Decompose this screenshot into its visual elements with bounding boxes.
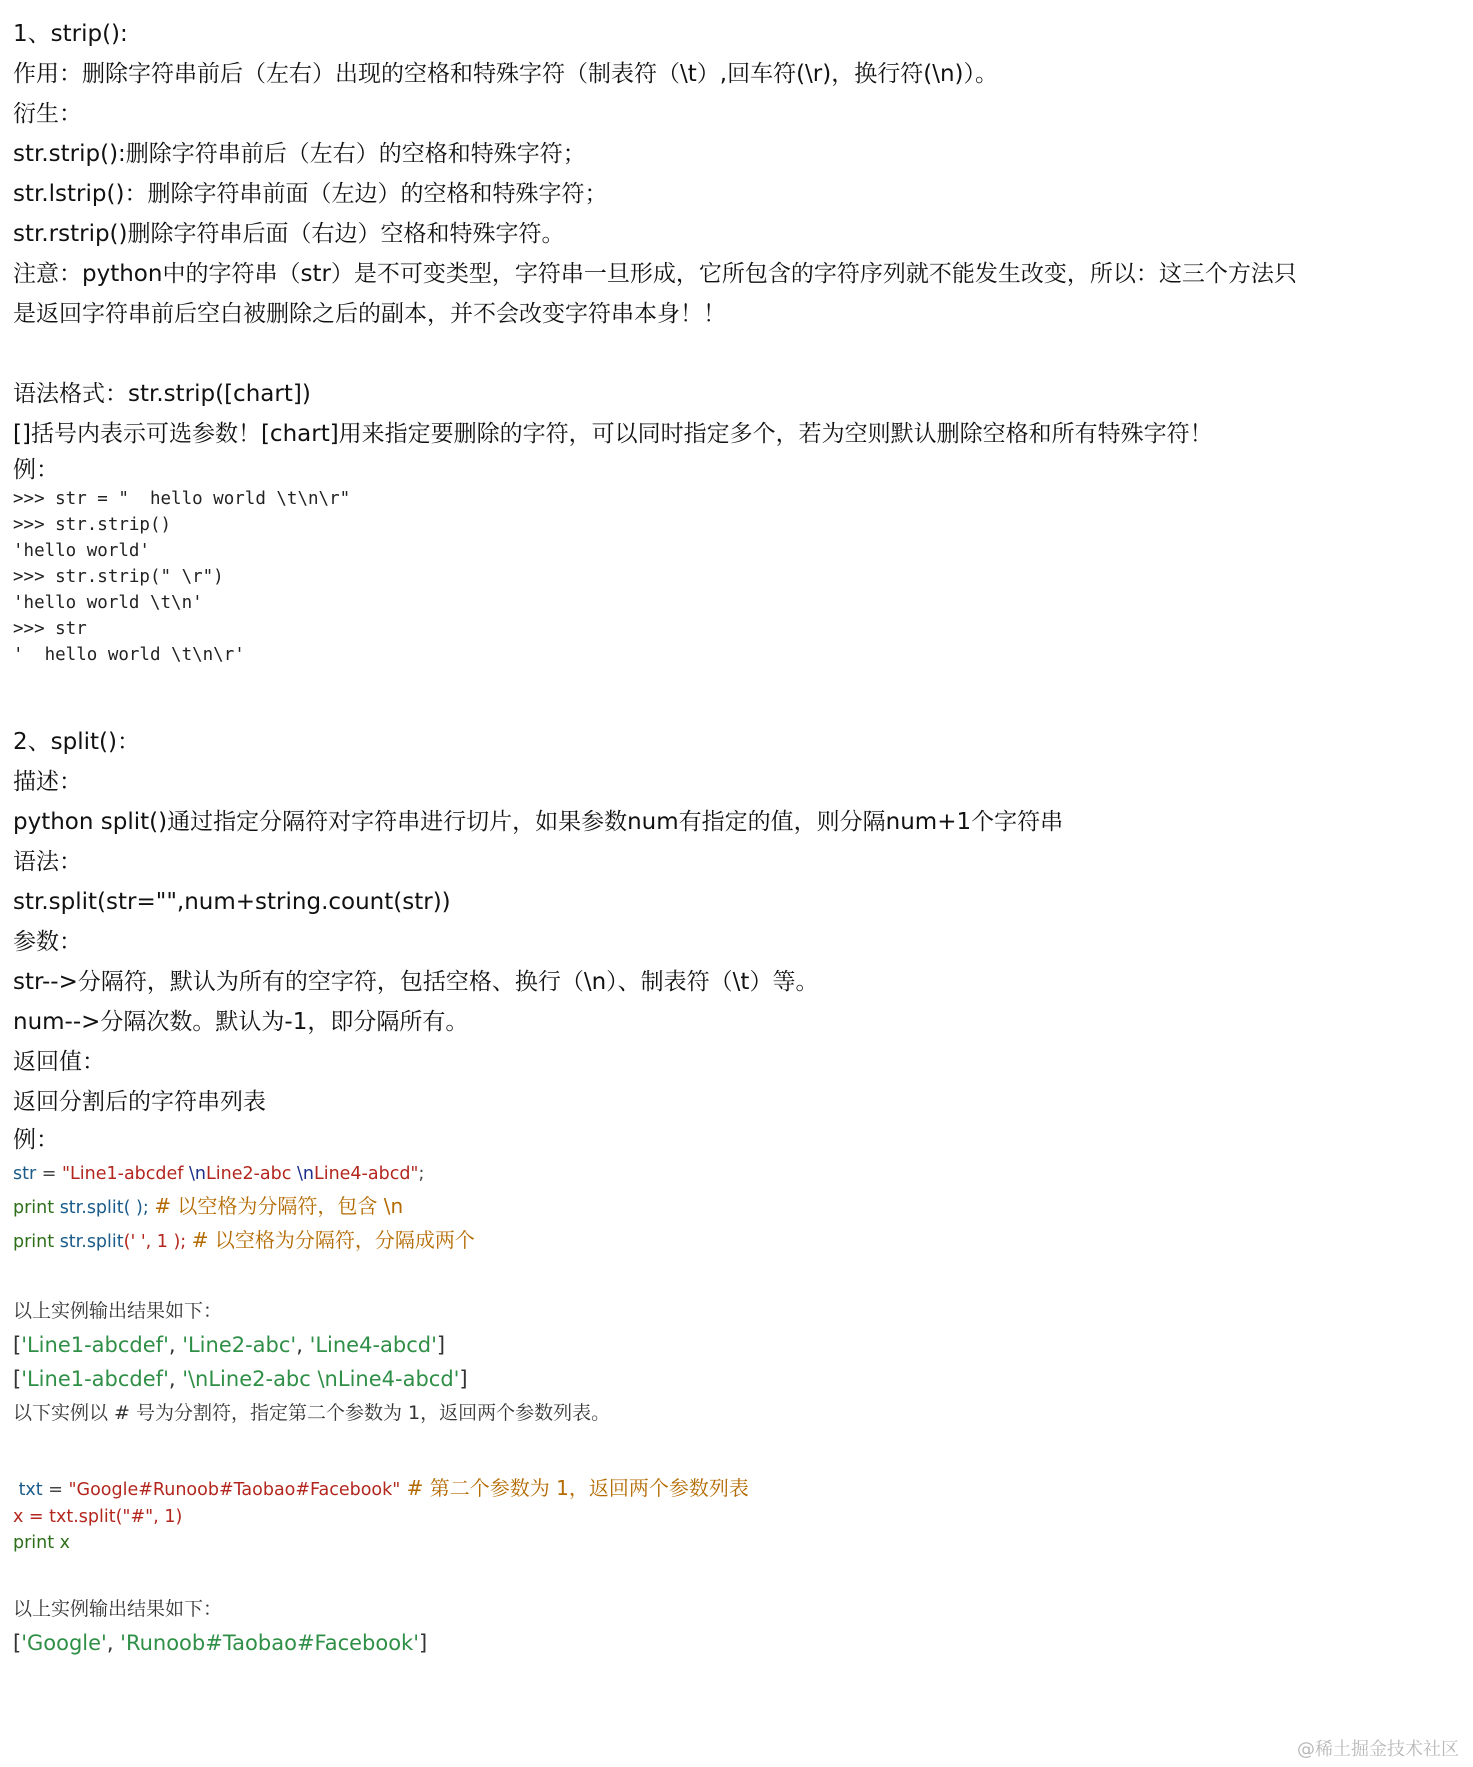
code-op: = bbox=[42, 1480, 69, 1500]
split-syntax-label: 语法： bbox=[13, 849, 82, 875]
document-body bbox=[13, 14, 1453, 1660]
code-op: = bbox=[36, 1164, 62, 1184]
split-params-label: 参数： bbox=[13, 929, 82, 955]
immutability-note: 注意：python中的字符串（str）是不可变类型，字符串一旦形成，它所包含的字符序列就不能发生改变，所以：这三个方法只是返回字符串前后空白被删除之后的副本，并不会改变字符串本身！！ bbox=[13, 261, 1297, 327]
output-bracket: ] bbox=[419, 1631, 428, 1655]
output-string: 'Line1-abcdef' bbox=[21, 1367, 169, 1391]
code-line: print x bbox=[13, 1533, 71, 1553]
code-line: >>> str = " hello world \t\n\r" bbox=[13, 489, 351, 509]
code-var: txt bbox=[13, 1480, 43, 1500]
strip-desc: str.strip():删除字符串前后（左右）的空格和特殊字符； bbox=[13, 141, 586, 167]
code-string: Line4-abcd" bbox=[313, 1164, 419, 1184]
output-string: 'Line2-abc' bbox=[182, 1333, 297, 1357]
strip-syntax-note: []括号内表示可选参数！[chart]用来指定要删除的字符，可以同时指定多个，若为空则默认删除空格和所有特殊字符！ bbox=[13, 421, 1213, 447]
code-line bbox=[13, 1474, 1453, 1504]
param-num: num-->分隔次数。默认为-1，即分隔所有。 bbox=[13, 1009, 469, 1035]
spacer bbox=[13, 334, 1453, 374]
output-string: '\nLine2-abc \nLine4-abcd' bbox=[182, 1367, 460, 1391]
output-label-1: 以上实例输出结果如下： bbox=[13, 1300, 223, 1322]
output-comma: , bbox=[168, 1367, 183, 1391]
spacer bbox=[13, 1430, 1453, 1474]
param-str: str-->分隔符，默认为所有的空字符，包括空格、换行（\n）、制表符（\t）等。 bbox=[13, 969, 819, 995]
watermark: @稀土掘金技术社区 bbox=[1297, 1739, 1459, 1760]
split-code-example-2 bbox=[13, 1474, 1453, 1556]
code-keyword: print bbox=[13, 1232, 55, 1252]
output-comma: , bbox=[296, 1333, 310, 1357]
code-comment: # 第二个参数为 1，返回两个参数列表 bbox=[400, 1476, 749, 1500]
strip-code-block bbox=[13, 486, 1453, 668]
code-line: >>> str.strip(" \r") bbox=[13, 567, 224, 587]
output-bracket: [ bbox=[13, 1367, 22, 1391]
strip-syntax: 语法格式：str.strip([chart]) bbox=[13, 381, 311, 407]
code-string: Line2-abc bbox=[206, 1164, 297, 1184]
spacer bbox=[13, 1258, 1453, 1294]
derived-label: 衍生： bbox=[13, 101, 82, 127]
code-comment: # 以空格为分隔符，分隔成两个 bbox=[191, 1228, 475, 1252]
output-string: 'Line4-abcd' bbox=[309, 1333, 437, 1357]
code-call: str.split bbox=[54, 1232, 124, 1252]
output-label-2: 以上实例输出结果如下： bbox=[13, 1598, 223, 1620]
split-desc: python split()通过指定分隔符对字符串进行切片，如果参数num有指定的值，则分隔num+1个字符串 bbox=[13, 809, 1064, 835]
code-string: "Google#Runoob#Taobao#Facebook" bbox=[68, 1480, 401, 1500]
output-bracket: ] bbox=[459, 1367, 468, 1391]
strip-example-label: 例： bbox=[13, 457, 59, 483]
code-line: x = txt.split("#", 1) bbox=[13, 1507, 183, 1527]
code-var: str bbox=[13, 1164, 37, 1184]
output-bracket: [ bbox=[13, 1333, 22, 1357]
output-comma: , bbox=[106, 1631, 121, 1655]
output-string: 'Google' bbox=[21, 1631, 107, 1655]
code-line: >>> str bbox=[13, 619, 87, 639]
code-escape: \n bbox=[296, 1164, 314, 1184]
return-desc: 返回分割后的字符串列表 bbox=[13, 1089, 266, 1115]
hash-split-note: 以下实例以 # 号为分割符，指定第二个参数为 1，返回两个参数列表。 bbox=[13, 1402, 611, 1424]
code-string: "Line1-abcdef bbox=[61, 1164, 190, 1184]
spacer bbox=[13, 668, 1453, 722]
code-line bbox=[13, 1190, 1453, 1224]
output-string: 'Runoob#Taobao#Facebook' bbox=[120, 1631, 419, 1655]
code-op: ; bbox=[418, 1164, 425, 1184]
code-line bbox=[13, 1224, 1453, 1258]
section-title-split: 2、split()： bbox=[13, 729, 140, 755]
code-line: >>> str.strip() bbox=[13, 515, 172, 535]
code-line bbox=[13, 1158, 1453, 1190]
code-args: (' ', 1 ); bbox=[123, 1232, 192, 1252]
output-line-2 bbox=[13, 1362, 1453, 1396]
split-syntax: str.split(str="",num+string.count(str)) bbox=[13, 889, 451, 915]
spacer bbox=[13, 1556, 1453, 1592]
output-comma: , bbox=[168, 1333, 183, 1357]
section-title-strip: 1、strip(): bbox=[13, 21, 128, 47]
return-label: 返回值： bbox=[13, 1049, 105, 1075]
strip-purpose: 作用：删除字符串前后（左右）出现的空格和特殊字符（制表符（\t）,回车符(\r)，换行符(\n)）。 bbox=[13, 61, 999, 87]
split-example-label: 例： bbox=[13, 1127, 59, 1153]
code-line: 'hello world' bbox=[13, 541, 150, 561]
output-bracket: ] bbox=[436, 1333, 446, 1357]
split-desc-label: 描述： bbox=[13, 769, 82, 795]
output-line-3 bbox=[13, 1626, 1453, 1660]
code-line: ' hello world \t\n\r' bbox=[13, 645, 245, 665]
code-line: 'hello world \t\n' bbox=[13, 593, 203, 613]
output-bracket: [ bbox=[13, 1631, 22, 1655]
lstrip-desc: str.lstrip()：删除字符串前面（左边）的空格和特殊字符； bbox=[13, 181, 608, 207]
code-comment: # 以空格为分隔符，包含 \n bbox=[154, 1194, 404, 1218]
output-string: 'Line1-abcdef' bbox=[21, 1333, 169, 1357]
split-code-example-1 bbox=[13, 1158, 1453, 1258]
output-line-1 bbox=[13, 1328, 1453, 1362]
rstrip-desc: str.rstrip()删除字符串后面（右边）空格和特殊字符。 bbox=[13, 221, 565, 247]
code-escape: \n bbox=[189, 1164, 207, 1184]
code-keyword: print bbox=[13, 1198, 55, 1218]
code-call: str.split( ); bbox=[54, 1198, 155, 1218]
